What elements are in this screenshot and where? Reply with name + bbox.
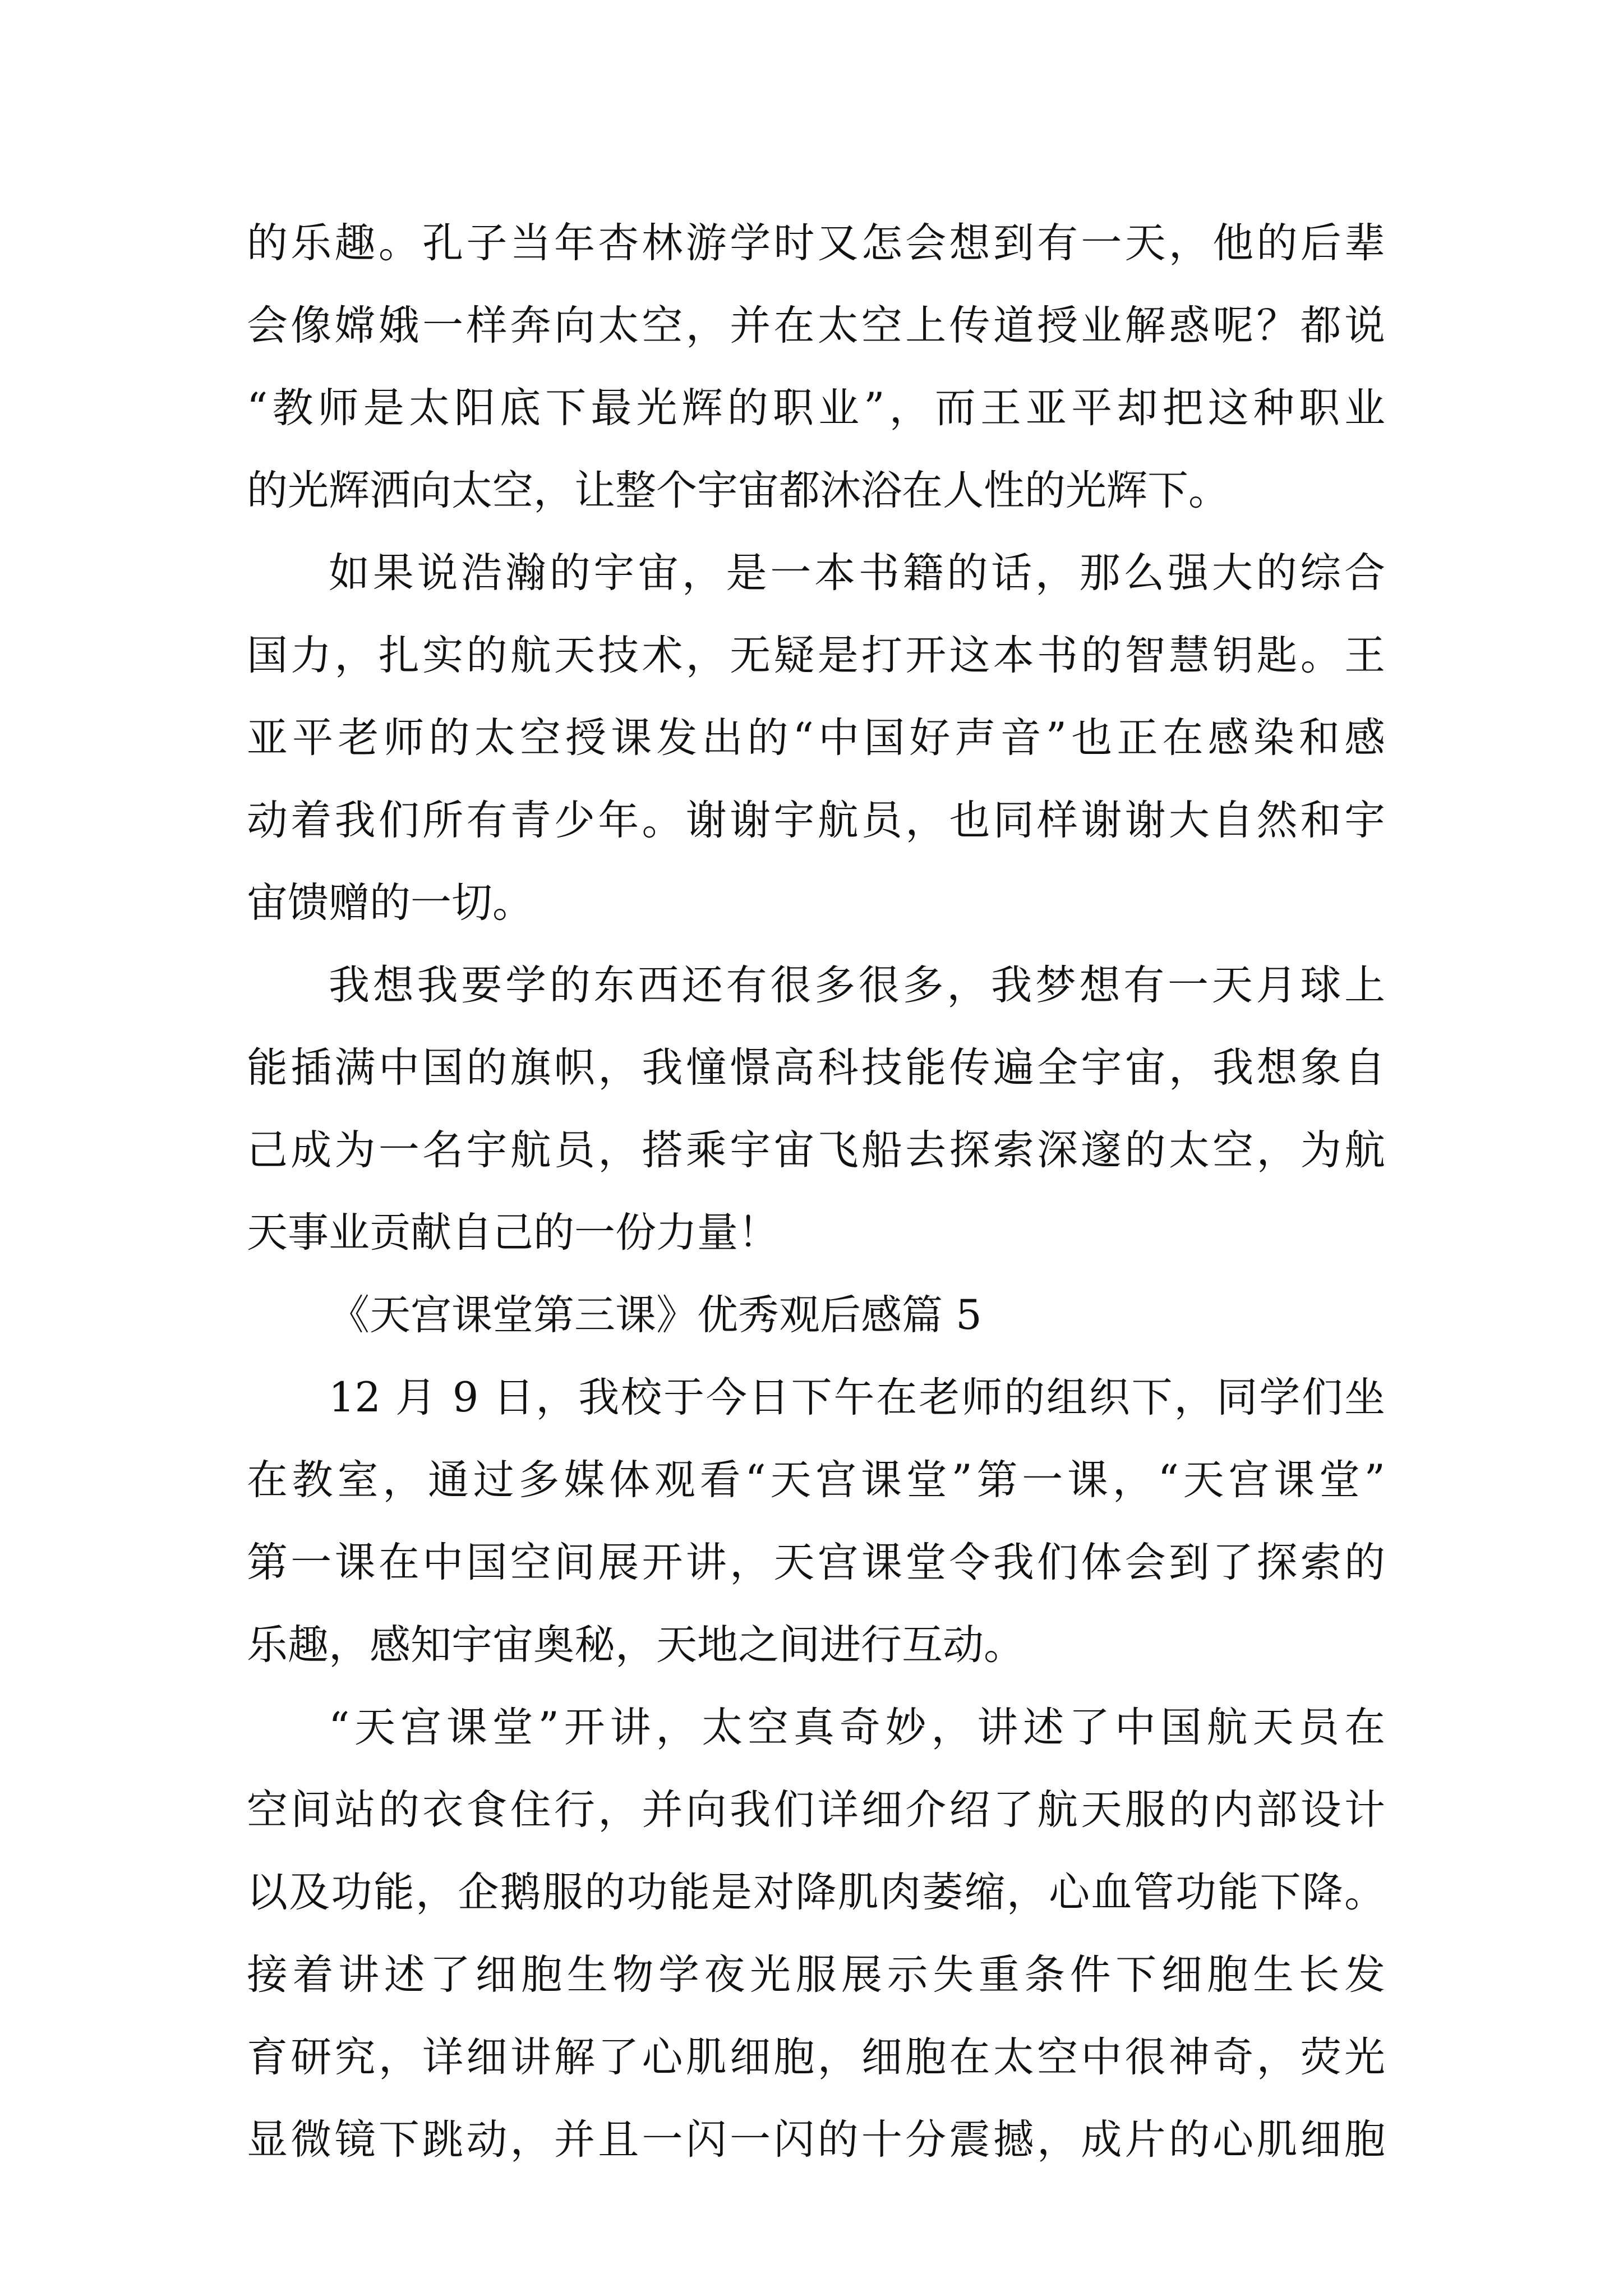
text-line: 天事业贡献自己的一份力量！ xyxy=(247,1209,779,1257)
text-line: 会像嫦娥一样奔向太空，并在太空上传道授业解惑呢？都说 xyxy=(247,302,1385,349)
text-line: 国力，扎实的航天技术，无疑是打开这本书的智慧钥匙。王 xyxy=(247,632,1385,679)
paragraph xyxy=(247,944,1385,1274)
text-line: 己成为一名宇航员，搭乘宇宙飞船去探索深邃的太空，为航 xyxy=(247,1126,1385,1174)
text-line: 的乐趣。孔子当年杏林游学时又怎会想到有一天，他的后辈 xyxy=(247,219,1385,267)
text-line: “教师是太阳底下最光辉的职业”，而王亚平却把这种职业 xyxy=(247,384,1385,432)
text-line: “天宫课堂”开讲，太空真奇妙，讲述了中国航天员在 xyxy=(329,1704,1385,1751)
paragraph xyxy=(247,1356,1385,1686)
text-line: 空间站的衣食住行，并向我们详细介绍了航天服的内部设计 xyxy=(247,1786,1385,1834)
text-line: 宙馈赠的一切。 xyxy=(247,879,533,927)
text-line: 显微镜下跳动，并且一闪一闪的十分震撼，成片的心肌细胞 xyxy=(247,2116,1385,2164)
text-line: 接着讲述了细胞生物学夜光服展示失重条件下细胞生长发 xyxy=(247,1951,1385,1999)
text-line: 乐趣，感知宇宙奥秘，天地之间进行互动。 xyxy=(247,1621,1025,1669)
paragraph xyxy=(247,202,1385,532)
text-line: 亚平老师的太空授课发出的“中国好声音”也正在感染和感 xyxy=(247,714,1385,762)
text-line: 12 月 9 日，我校于今日下午在老师的组织下，同学们坐 xyxy=(329,1374,1385,1421)
text-line: 以及功能，企鹅服的功能是对降肌肉萎缩，心血管功能下降。 xyxy=(247,1869,1385,1916)
text-line: 在教室，通过多媒体观看“天宫课堂”第一课，“天宫课堂” xyxy=(247,1456,1385,1504)
text-line: 如果说浩瀚的宇宙，是一本书籍的话，那么强大的综合 xyxy=(329,549,1385,597)
paragraph xyxy=(247,532,1385,944)
text-line: 第一课在中国空间展开讲，天宫课堂令我们体会到了探索的 xyxy=(247,1539,1385,1586)
text-line: 育研究，详细讲解了心肌细胞，细胞在太空中很神奇，荧光 xyxy=(247,2033,1385,2081)
document-page xyxy=(247,202,1385,2181)
text-line: 动着我们所有青少年。谢谢宇航员，也同样谢谢大自然和宇 xyxy=(247,797,1385,844)
text-line: 我想我要学的东西还有很多很多，我梦想有一天月球上 xyxy=(329,961,1385,1009)
text-line: 的光辉洒向太空，让整个宇宙都沐浴在人性的光辉下。 xyxy=(247,467,1229,514)
section-title: 《天宫课堂第三课》优秀观后感篇 5 xyxy=(329,1291,982,1339)
paragraph xyxy=(247,1686,1385,2181)
text-line: 能插满中国的旗帜，我憧憬高科技能传遍全宇宙，我想象自 xyxy=(247,1044,1385,1092)
